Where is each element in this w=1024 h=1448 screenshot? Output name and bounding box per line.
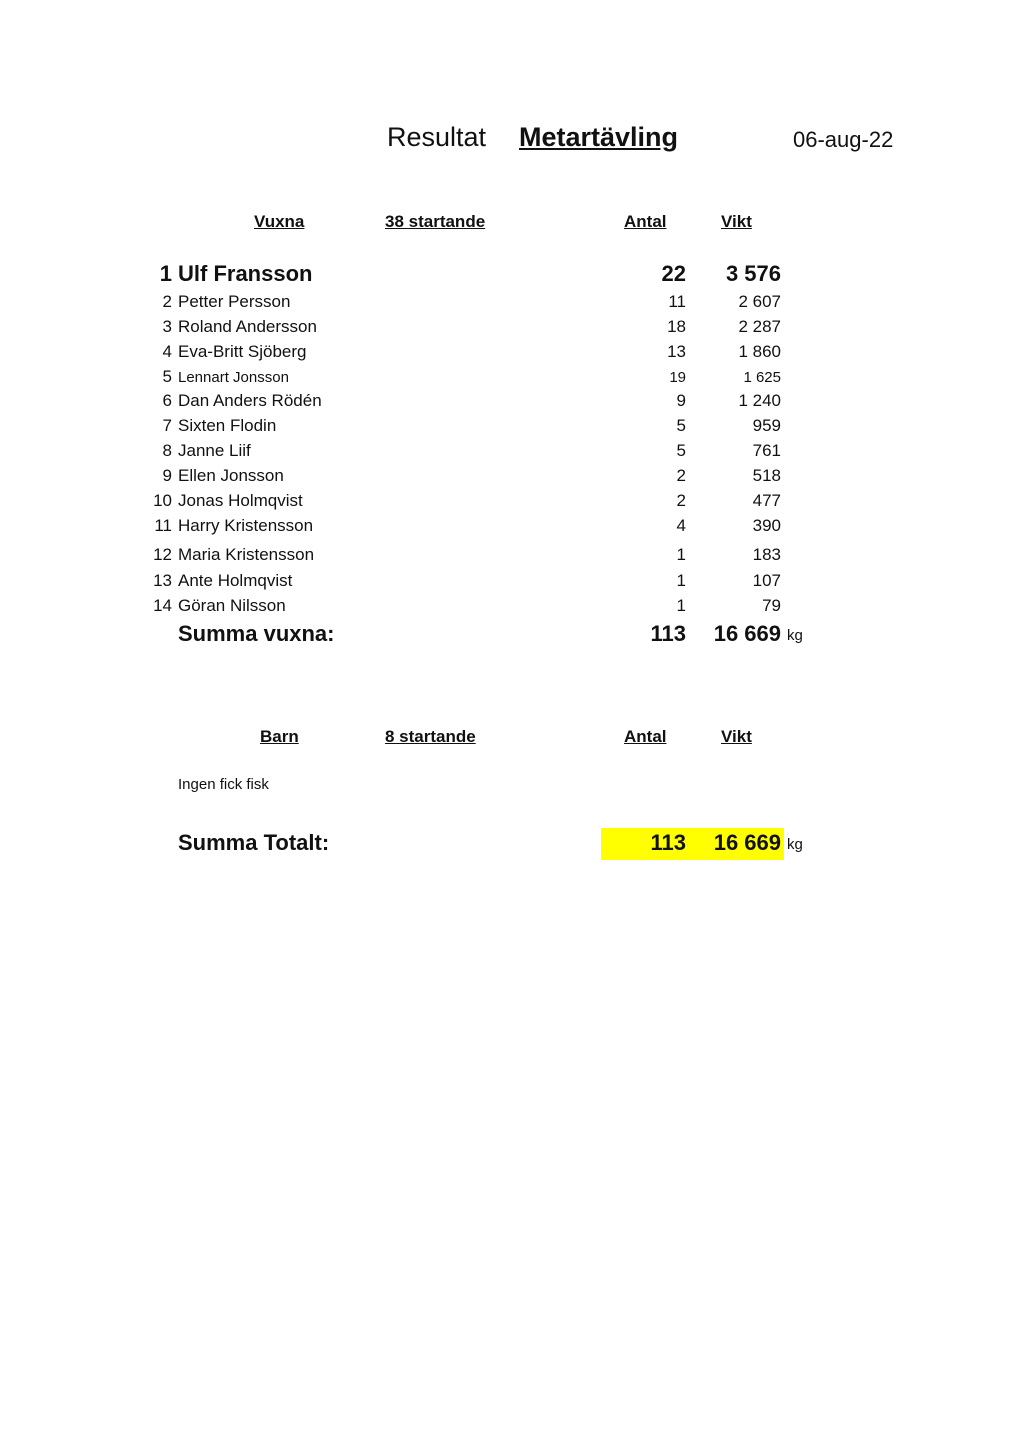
- fish-count: 4: [676, 516, 686, 535]
- fish-weight: 1 240: [738, 391, 781, 410]
- fish-count: 22: [661, 261, 686, 286]
- table-row: [0, 516, 1024, 541]
- table-row: [0, 261, 1024, 286]
- table-row: [0, 491, 1024, 516]
- rank: 1: [159, 261, 172, 286]
- table-row: [0, 367, 1024, 392]
- participant-name: Lennart Jonsson: [178, 369, 289, 386]
- title-label: Resultat: [387, 122, 487, 152]
- participant-name: Roland Andersson: [178, 317, 317, 336]
- total-label: Summa Totalt:: [178, 830, 330, 855]
- rank: 6: [162, 391, 172, 410]
- fish-weight: 2 607: [738, 292, 781, 311]
- children-vikt-header: Vikt: [721, 727, 752, 746]
- fish-weight: 183: [752, 545, 781, 564]
- table-row: [0, 342, 1024, 367]
- rank: 2: [162, 292, 172, 311]
- fish-weight: 2 287: [738, 317, 781, 336]
- rank: 3: [162, 317, 172, 336]
- fish-count: 1: [676, 571, 686, 590]
- total-row: [0, 830, 1024, 855]
- adults-vikt-header: Vikt: [721, 212, 752, 231]
- total-vikt: 16 669: [713, 830, 781, 855]
- fish-count: 11: [668, 292, 686, 311]
- fish-weight: 477: [752, 491, 781, 510]
- participant-name: Maria Kristensson: [178, 545, 315, 564]
- fish-count: 19: [669, 369, 686, 386]
- children-note: Ingen fick fisk: [178, 776, 269, 793]
- fish-weight: 959: [752, 416, 781, 435]
- table-row: [0, 391, 1024, 416]
- adults-summary-vikt: 16 669: [713, 621, 781, 646]
- adults-starters-header: 38 startande: [385, 212, 486, 231]
- participant-name: Petter Persson: [178, 292, 291, 311]
- participant-name: Ulf Fransson: [178, 261, 313, 286]
- fish-weight: 3 576: [725, 261, 781, 286]
- fish-weight: 1 860: [738, 342, 781, 361]
- participant-name: Ante Holmqvist: [178, 571, 293, 590]
- rank: 7: [162, 416, 172, 435]
- fish-weight: 1 625: [743, 369, 781, 386]
- event-date: 06-aug-22: [793, 127, 894, 152]
- children-antal-header: Antal: [624, 727, 667, 746]
- table-row: [0, 571, 1024, 596]
- fish-weight: 390: [752, 516, 781, 535]
- rank: 13: [153, 571, 172, 590]
- fish-count: 13: [667, 342, 686, 361]
- children-starters-header: 8 startande: [385, 727, 476, 746]
- participant-name: Janne Liif: [178, 441, 251, 460]
- participant-name: Sixten Flodin: [178, 416, 277, 435]
- fish-weight: 79: [762, 596, 781, 615]
- fish-count: 1: [676, 596, 686, 615]
- rank: 11: [154, 516, 172, 535]
- rank: 4: [162, 342, 172, 361]
- table-row: [0, 545, 1024, 570]
- fish-weight: 107: [752, 571, 781, 590]
- rank: 14: [153, 596, 172, 615]
- fish-count: 5: [676, 441, 686, 460]
- rank: 5: [162, 367, 172, 386]
- event-title: Metartävling: [519, 122, 679, 152]
- fish-count: 2: [676, 491, 686, 510]
- rank: 12: [153, 545, 172, 564]
- table-row: [0, 416, 1024, 441]
- table-row: [0, 466, 1024, 491]
- adults-summary-antal: 113: [650, 621, 686, 646]
- adults-group-header: Vuxna: [254, 212, 305, 231]
- adults-antal-header: Antal: [624, 212, 667, 231]
- table-row: [0, 441, 1024, 466]
- adults-summary-label: Summa vuxna:: [178, 621, 335, 646]
- participant-name: Jonas Holmqvist: [178, 491, 303, 510]
- adults-summary-row: [0, 621, 1024, 646]
- fish-count: 1: [676, 545, 686, 564]
- fish-weight: 518: [752, 466, 781, 485]
- fish-count: 5: [676, 416, 686, 435]
- total-unit: kg: [787, 836, 803, 853]
- participant-name: Dan Anders Rödén: [178, 391, 322, 410]
- participant-name: Harry Kristensson: [178, 516, 314, 535]
- rank: 10: [153, 491, 172, 510]
- fish-count: 2: [676, 466, 686, 485]
- adults-summary-unit: kg: [787, 627, 803, 644]
- children-group-header: Barn: [260, 727, 299, 746]
- participant-name: Göran Nilsson: [178, 596, 286, 615]
- fish-weight: 761: [752, 441, 781, 460]
- total-antal: 113: [650, 830, 686, 855]
- table-row: [0, 317, 1024, 342]
- participant-name: Ellen Jonsson: [178, 466, 284, 485]
- fish-count: 18: [667, 317, 686, 336]
- rank: 9: [162, 466, 172, 485]
- participant-name: Eva-Britt Sjöberg: [178, 342, 307, 361]
- rank: 8: [162, 441, 172, 460]
- fish-count: 9: [676, 391, 686, 410]
- table-row: [0, 292, 1024, 317]
- table-row: [0, 596, 1024, 621]
